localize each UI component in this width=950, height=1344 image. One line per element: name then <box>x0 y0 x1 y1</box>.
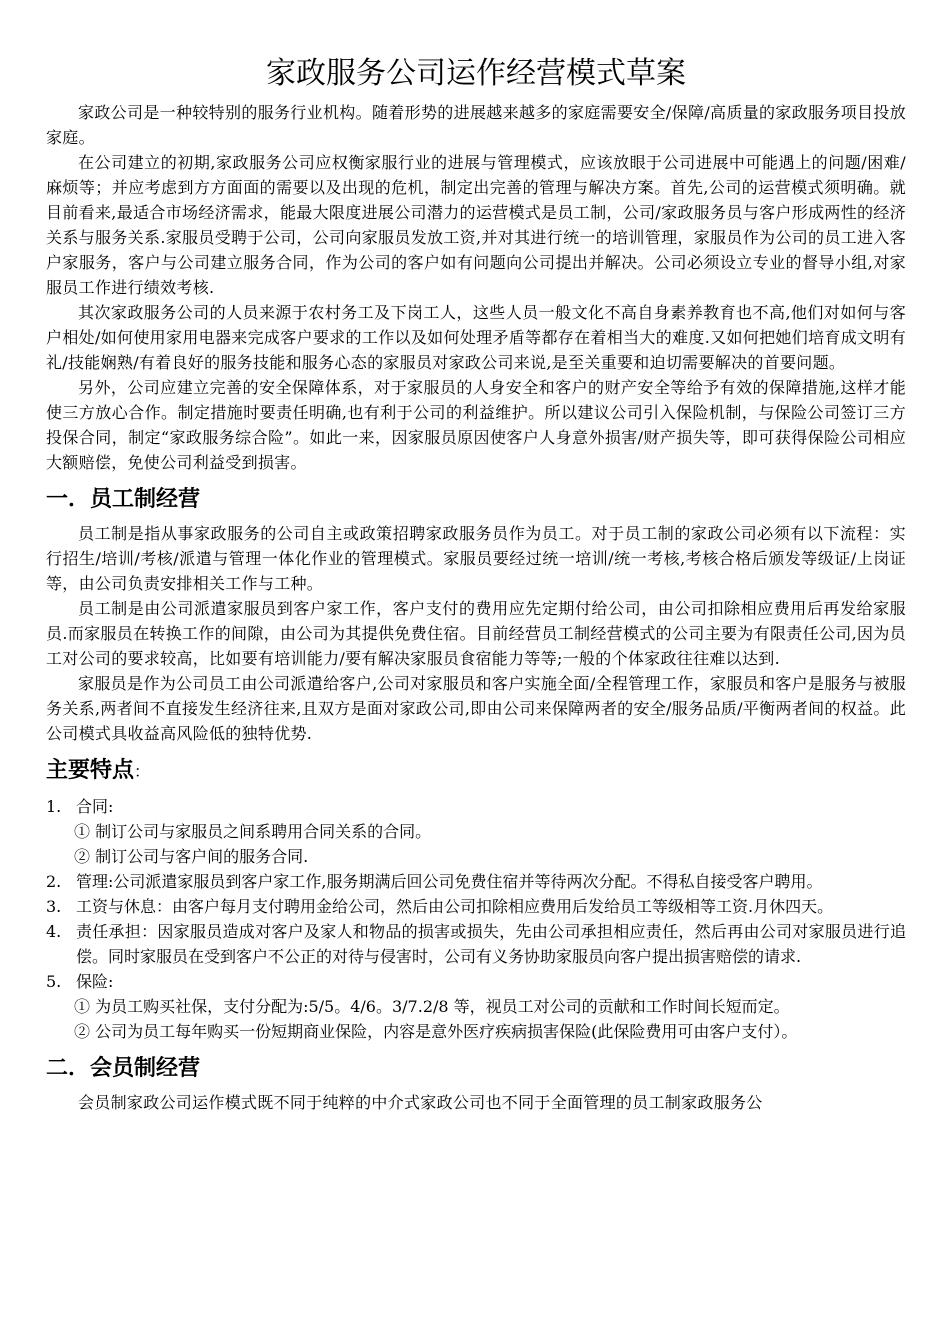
list-item-text: 工资与休息：由客户每月支付聘用金给公司，然后由公司扣除相应费用后发给员工等级相等工资.月休四天。 <box>76 897 834 916</box>
intro-paragraph-4: 另外，公司应建立完善的安全保障体系，对于家服员的人身安全和客户的财产安全等给予有效的保障措施,这样才能使三方放心合作。制定措施时要责任明确,也有利于公司的利益维护。所以建议公司引入保险机制，与保险公司签订三方投保合同，制定“家政服务综合险”。如此一来，因家服员原因使客户人身意外损害/财产损失等，即可获得保险公司相应大额赔偿，免使公司利益受到损害。 <box>46 378 906 472</box>
features-list <box>46 794 906 1044</box>
list-item-number: 3. <box>46 897 62 916</box>
section-1-body <box>46 521 906 746</box>
list-item-number: 2. <box>46 872 62 891</box>
features-heading-suffix: ： <box>134 762 151 781</box>
document-page <box>46 52 906 1115</box>
list-item <box>46 894 906 919</box>
list-item-number: 4. <box>46 922 62 941</box>
list-item <box>46 919 906 969</box>
section-1-paragraph-2: 员工制是由公司派遣家服员到客户家工作，客户支付的费用应先定期付给公司，由公司扣除相应费用后再发给家服员.而家服员在转换工作的间隙，由公司为其提供免费住宿。目前经营员工制经营模式的公司主要为有限责任公司,因为员工对公司的要求较高，比如要有培训能力/要有解决家服员食宿能力等等;一般的个体家政往往难以达到. <box>46 599 906 668</box>
list-sub-item: ① 制订公司与家服员之间系聘用合同关系的合同。 <box>74 822 432 841</box>
section-2-paragraph: 会员制家政公司运作模式既不同于纯粹的中介式家政公司也不同于全面管理的员工制家政服务公 <box>78 1093 763 1112</box>
document-title: 家政服务公司运作经营模式草案 <box>266 56 686 91</box>
list-item-number: 5. <box>46 972 62 991</box>
list-item-text: 合同: <box>76 797 114 816</box>
section-1-heading: 一．员工制经营 <box>46 487 201 512</box>
features-heading-text: 主要特点 <box>46 758 135 783</box>
list-sub-item: ② 制订公司与客户间的服务合同. <box>74 847 309 866</box>
list-sub-item: ② 公司为员工每年购买一份短期商业保险，内容是意外医疗疾病损害保险(此保险费用可由客户支付）。 <box>74 1022 798 1041</box>
list-item <box>46 794 906 819</box>
list-item-text: 保险: <box>76 972 114 991</box>
section-1-paragraph-3: 家服员是作为公司员工由公司派遣给客户,公司对家服员和客户实施全面/全程管理工作，家服员和客户是服务与被服务关系,两者间不直接发生经济往来,且双方是面对家政公司,即由公司来保障两者的安全/服务品质/平衡两者间的权益。此公司模式具收益高风险低的独特优势. <box>46 674 906 743</box>
features-heading <box>46 755 906 788</box>
list-item-text: 责任承担：因家服员造成对客户及家人和物品的损害或损失，先由公司承担相应责任，然后再由公司对家服员进行追偿。同时家服员在受到客户不公正的对待与侵害时，公司有义务协助家服员向客户提出损害赔偿的请求. <box>76 922 906 966</box>
section-2-heading: 二．会员制经营 <box>46 1056 201 1081</box>
intro-paragraph-3: 其次家政服务公司的人员来源于农村务工及下岗工人，这些人员一般文化不高自身素养教育也不高,他们对如何与客户相处/如何使用家用电器来完成客户要求的工作以及如何处理矛盾等都存在着相当大的难度.又如何把她们培育成文明有礼/技能娴熟/有着良好的服务技能和服务心态的家服员对家政公司来说,是至关重要和迫切需要解决的首要问题。 <box>46 303 906 372</box>
intro-paragraph-2: 在公司建立的初期,家政服务公司应权衡家服行业的进展与管理模式，应该放眼于公司进展中可能遇上的问题/困难/麻烦等；并应考虑到方方面面的需要以及出现的危机，制定出完善的管理与解决方案。首先,公司的运营模式须明确。就目前看来,最适合市场经济需求，能最大限度进展公司潜力的运营模式是员工制，公司/家政服务员与客户形成两性的经济关系与服务关系.家服员受聘于公司，公司向家服员发放工资,并对其进行统一的培训管理，家服员作为公司的员工进入客户家服务，客户与公司建立服务合同，作为公司的客户如有问题向公司提出并解决。公司必须设立专业的督导小组,对家服员工作进行绩效考核. <box>46 153 906 297</box>
intro-paragraph-1: 家政公司是一种较特别的服务行业机构。随着形势的进展越来越多的家庭需要安全/保障/高质量的家政服务项目投放家庭。 <box>46 103 906 147</box>
intro-section <box>46 100 906 475</box>
list-item <box>46 969 906 994</box>
list-item-text: 管理:公司派遣家服员到客户家工作,服务期满后回公司免费住宿并等待两次分配。不得私自接受客户聘用。 <box>76 872 823 891</box>
section-1-paragraph-1: 员工制是指从事家政服务的公司自主或政策招聘家政服务员作为员工。对于员工制的家政公司必须有以下流程：实行招生/培训/考核/派遣与管理一体化作业的管理模式。家服员要经过统一培训/统一考核,考核合格后颁发等级证/上岗证等，由公司负责安排相关工作与工种。 <box>46 524 906 593</box>
list-sub-item: ① 为员工购买社保，支付分配为:5/5。4/6。3/7.2/8 等，视员工对公司的贡献和工作时间长短而定。 <box>74 997 790 1016</box>
list-item-number: 1. <box>46 797 62 816</box>
list-item <box>46 869 906 894</box>
